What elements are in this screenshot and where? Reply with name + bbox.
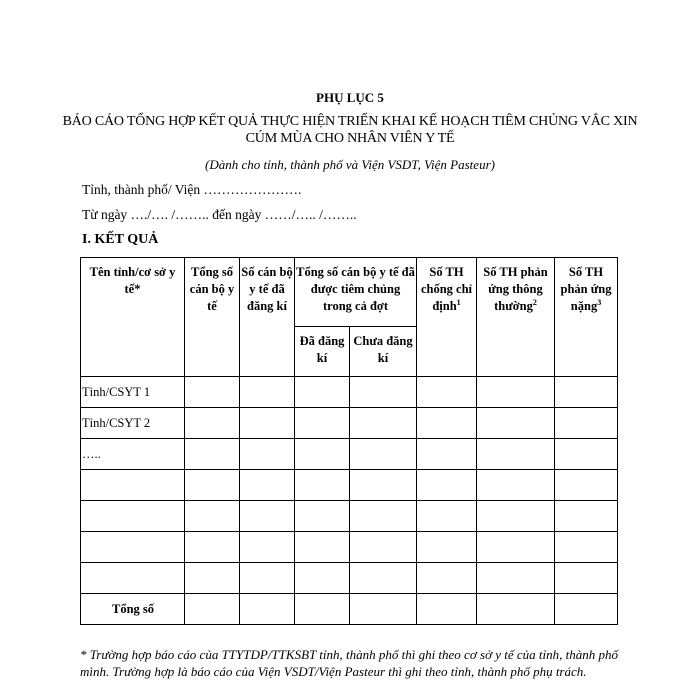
table-cell [350,408,417,439]
table-cell [555,408,618,439]
table-cell [295,532,350,563]
table-cell [185,501,240,532]
table-cell [350,439,417,470]
table-cell [295,408,350,439]
table-cell [185,532,240,563]
report-title: BÁO CÁO TỔNG HỢP KẾT QUẢ THỰC HIỆN TRIỂN KHAI KẾ HOẠCH TIÊM CHỦNG VẮC XIN CÚM MÙA CHO NHÂN VIÊN Y TẾ [62,114,638,146]
header-unit: Tên tỉnh/cơ sở y tế* [81,258,185,377]
header-vaccinated-registered: Đã đăng kí [295,327,350,377]
table-row [81,408,618,439]
table-cell [350,501,417,532]
province-line: Tỉnh, thành phố/ Viện …………………. [82,182,302,197]
table-row [81,532,618,563]
row-label: Tỉnh/CSYT 1 [81,377,185,408]
table-cell [417,439,477,470]
table-cell [185,563,240,594]
table-cell [477,594,555,625]
table-cell [185,439,240,470]
total-label: Tổng số [81,594,185,625]
table-cell [350,563,417,594]
table-cell [240,532,295,563]
section-heading: I. KẾT QUẢ [82,232,159,247]
table-row [81,439,618,470]
table-cell [350,532,417,563]
table-cell [417,532,477,563]
table-cell [417,563,477,594]
header-severe-reaction: Số TH phản ứng nặng$^3$ [555,258,618,377]
table-cell [555,470,618,501]
header-total-staff: Tổng số cán bộ y tế [185,258,240,377]
table-cell [477,439,555,470]
row-label: ….. [81,439,185,470]
table-cell [477,501,555,532]
table-cell [295,501,350,532]
header-registered: Số cán bộ y tế đã đăng kí [240,258,295,377]
results-table [80,257,618,625]
table-cell [295,470,350,501]
table-cell [417,377,477,408]
table-cell [555,563,618,594]
table-cell [555,594,618,625]
header-normal-reaction: Số TH phản ứng thông thường$^2$ [477,258,555,377]
table-cell [240,377,295,408]
table-row [81,377,618,408]
footnote-mark-2: 2 [532,297,537,307]
table-cell [350,470,417,501]
row-label [81,470,185,501]
appendix-title: PHỤ LỤC 5 [316,90,384,105]
table-cell [240,594,295,625]
footnote-mark-1: 1 [456,297,461,307]
table-cell [417,408,477,439]
footnote-mark-3: 3 [597,297,602,307]
table-cell [240,470,295,501]
table-cell [295,377,350,408]
footnote: * Trường hợp báo cáo của TTYTDP/TTKSBT tỉnh, thành phố thì ghi theo cơ sở y tế của tỉnh, thành phố mình. Trường hợp là báo cáo của Viện VSDT/Viện Pasteur thì ghi theo tỉnh, thành phố phụ trách. [80,647,619,679]
total-row [81,594,618,625]
row-label [81,563,185,594]
table-cell [240,563,295,594]
table-cell [185,470,240,501]
table-cell [240,501,295,532]
table-cell [555,532,618,563]
table-cell [350,594,417,625]
table-cell [417,594,477,625]
header-vaccinated: Tổng số cán bộ y tế đã được tiêm chủng trong cả đợt [295,258,417,327]
table-cell [350,377,417,408]
table-row [81,470,618,501]
date-range-line: Từ ngày …./…. /…….. đến ngày ……/….. /…….. [82,207,357,222]
table-cell [477,377,555,408]
table-cell [477,470,555,501]
table-cell [417,501,477,532]
table-cell [185,594,240,625]
table-cell [295,594,350,625]
table-cell [185,408,240,439]
table-row [81,563,618,594]
table-cell [240,439,295,470]
table-cell [185,377,240,408]
table-cell [555,439,618,470]
table-cell [240,408,295,439]
table-cell [295,563,350,594]
table-cell [555,501,618,532]
row-label: Tỉnh/CSYT 2 [81,408,185,439]
row-label [81,501,185,532]
table-cell [417,470,477,501]
header-vaccinated-unregistered: Chưa đăng kí [350,327,417,377]
table-cell [555,377,618,408]
table-cell [295,439,350,470]
header-contraindicated: Số TH chống chỉ định$^1$ [417,258,477,377]
table-cell [477,408,555,439]
table-cell [477,532,555,563]
table-row [81,501,618,532]
report-subtitle: (Dành cho tỉnh, thành phố và Viện VSDT, Viện Pasteur) [205,157,495,172]
row-label [81,532,185,563]
table-cell [477,563,555,594]
